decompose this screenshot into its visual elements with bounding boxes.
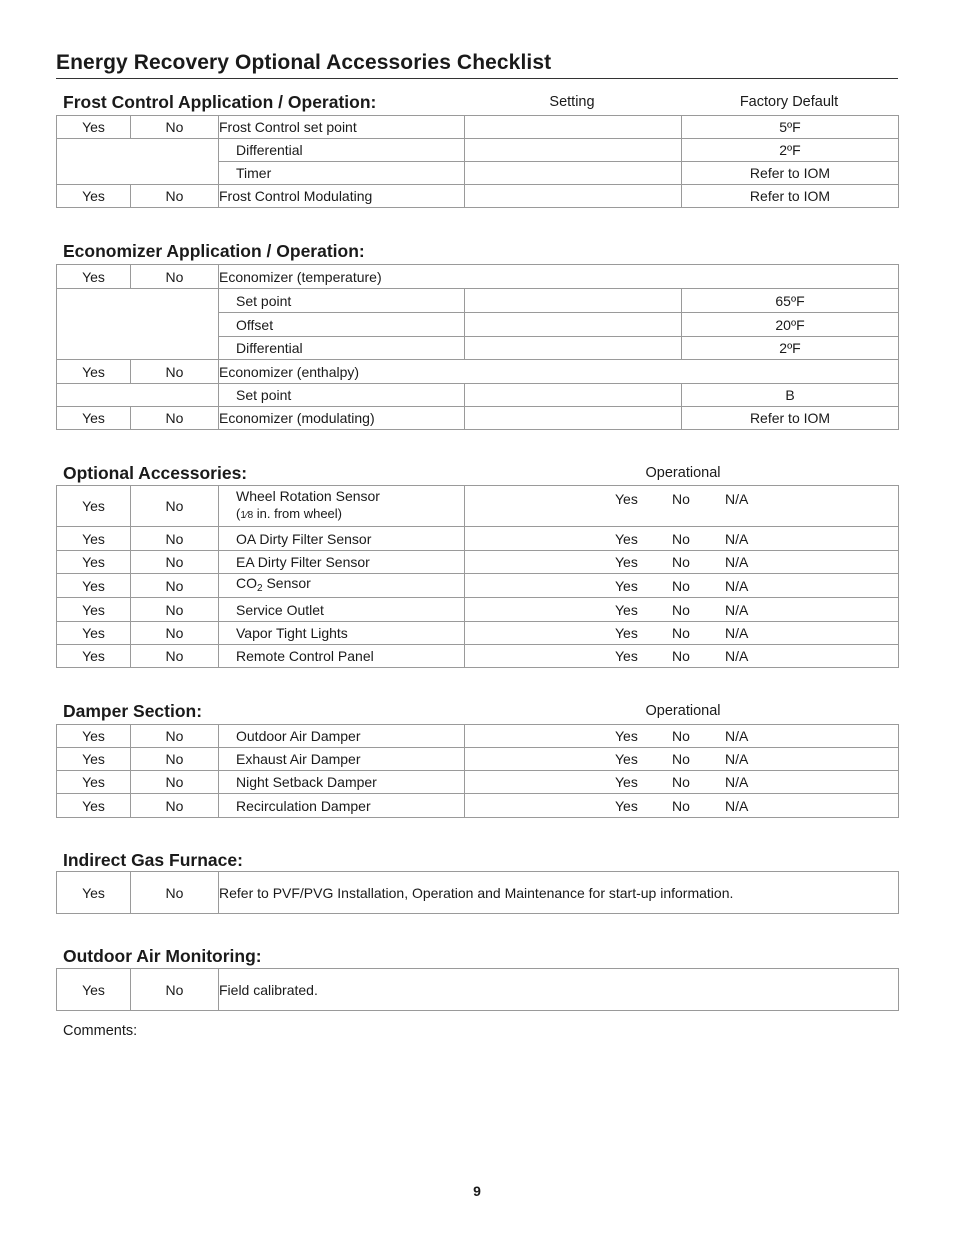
row-label: Outdoor Air Damper — [219, 725, 465, 748]
table-row — [57, 872, 899, 914]
row-label: Frost Control Modulating — [219, 185, 465, 208]
setting-field[interactable] — [465, 337, 682, 360]
operational-na-option[interactable]: N/A — [725, 797, 749, 814]
operational-yes-option[interactable]: Yes — [615, 554, 638, 570]
operational-no-option[interactable]: No — [672, 625, 690, 641]
yes-option[interactable]: Yes — [57, 527, 131, 551]
operational-na-option[interactable]: N/A — [725, 577, 749, 594]
table-row — [57, 384, 899, 407]
table-row — [57, 969, 899, 1011]
page-number: 9 — [473, 1183, 481, 1199]
setting-field[interactable] — [465, 313, 682, 337]
operational-na-option[interactable]: N/A — [725, 491, 749, 507]
setting-column-header: Setting — [549, 94, 595, 110]
operational-column-header: Operational — [645, 703, 721, 719]
oa-monitoring-table — [56, 968, 899, 1011]
factory-default-value: 2ºF — [682, 337, 899, 360]
operational-no-option[interactable]: No — [672, 648, 690, 664]
yes-option[interactable]: Yes — [57, 598, 131, 622]
frost-control-table — [56, 115, 899, 208]
table-row — [57, 360, 899, 384]
operational-options — [465, 574, 899, 598]
no-option[interactable]: No — [131, 116, 219, 139]
table-row — [57, 116, 899, 139]
operational-no-option[interactable]: No — [672, 774, 690, 790]
operational-na-option[interactable]: N/A — [725, 751, 749, 767]
factory-default-column-header: Factory Default — [739, 94, 839, 110]
table-row — [57, 407, 899, 430]
no-option[interactable]: No — [131, 598, 219, 622]
no-option[interactable]: No — [131, 486, 219, 527]
operational-no-option[interactable]: No — [672, 491, 690, 507]
no-option[interactable]: No — [131, 969, 219, 1011]
yes-option[interactable]: Yes — [57, 622, 131, 645]
table-row — [57, 486, 899, 527]
operational-na-option[interactable]: N/A — [725, 554, 749, 570]
operational-na-option[interactable]: N/A — [725, 728, 749, 744]
operational-options — [465, 622, 899, 645]
yes-option[interactable]: Yes — [57, 969, 131, 1011]
row-label: Remote Control Panel — [219, 645, 465, 668]
economizer-table — [56, 264, 899, 430]
no-option[interactable]: No — [131, 645, 219, 668]
operational-no-option[interactable]: No — [672, 601, 690, 618]
operational-no-option[interactable]: No — [672, 751, 690, 767]
factory-default-value: 65ºF — [682, 289, 899, 313]
operational-yes-option[interactable]: Yes — [615, 577, 638, 594]
wheel-sensor-label: Wheel Rotation Sensor — [236, 488, 380, 504]
table-row — [57, 551, 899, 574]
setting-field[interactable] — [465, 139, 682, 162]
row-label: Economizer (modulating) — [219, 407, 465, 430]
blank-cell — [57, 139, 219, 185]
yes-option[interactable]: Yes — [57, 360, 131, 384]
damper-table — [56, 724, 899, 818]
table-row — [57, 139, 899, 162]
furnace-note: Refer to PVF/PVG Installation, Operation and Maintenance for start-up information. — [219, 872, 899, 914]
operational-na-option[interactable]: N/A — [725, 774, 749, 790]
no-option[interactable]: No — [131, 407, 219, 430]
table-row — [57, 289, 899, 313]
row-label: EA Dirty Filter Sensor — [219, 551, 465, 574]
operational-yes-option[interactable]: Yes — [615, 797, 638, 814]
page-title: Energy Recovery Optional Accessories Checklist — [56, 50, 898, 79]
damper-section-title: Damper Section: — [63, 701, 203, 721]
factory-default-value: Refer to IOM — [682, 407, 899, 430]
table-row — [57, 645, 899, 668]
operational-na-option[interactable]: N/A — [725, 530, 749, 547]
row-label: Set point — [219, 384, 465, 407]
table-row — [57, 771, 899, 794]
factory-default-value: Refer to IOM — [682, 162, 899, 185]
table-row — [57, 527, 899, 551]
table-row — [57, 574, 899, 598]
frost-section-title: Frost Control Application / Operation: — [63, 92, 377, 112]
operational-options — [465, 527, 899, 551]
yes-option[interactable]: Yes — [57, 486, 131, 527]
operational-no-option[interactable]: No — [672, 530, 690, 547]
comments-label: Comments: — [63, 1023, 138, 1039]
yes-option[interactable]: Yes — [57, 794, 131, 818]
operational-options — [465, 551, 899, 574]
setting-field[interactable] — [465, 162, 682, 185]
operational-options — [465, 748, 899, 771]
accessories-table — [56, 485, 899, 668]
operational-yes-option[interactable]: Yes — [615, 530, 638, 547]
operational-na-option[interactable]: N/A — [725, 648, 749, 664]
no-option[interactable]: No — [131, 872, 219, 914]
blank-cell — [57, 289, 219, 360]
no-option[interactable]: No — [131, 574, 219, 598]
row-label: Night Setback Damper — [219, 771, 465, 794]
accessories-section-title: Optional Accessories: — [63, 463, 248, 483]
operational-options — [465, 645, 899, 668]
yes-option[interactable]: Yes — [57, 407, 131, 430]
row-label: Exhaust Air Damper — [219, 748, 465, 771]
yes-option[interactable]: Yes — [57, 265, 131, 289]
furnace-section-title: Indirect Gas Furnace: — [63, 850, 243, 870]
setting-field[interactable] — [465, 116, 682, 139]
no-option[interactable]: No — [131, 794, 219, 818]
setting-field[interactable] — [465, 384, 682, 407]
table-row — [57, 265, 899, 289]
row-label: Recirculation Damper — [219, 794, 465, 818]
operational-options — [465, 725, 899, 748]
operational-no-option[interactable]: No — [672, 728, 690, 744]
setting-field[interactable] — [465, 407, 682, 430]
row-label: Economizer (temperature) — [219, 265, 899, 289]
no-option[interactable]: No — [131, 771, 219, 794]
row-label: Differential — [219, 337, 465, 360]
no-option[interactable]: No — [131, 725, 219, 748]
operational-options — [465, 598, 899, 622]
table-row — [57, 622, 899, 645]
row-label: OA Dirty Filter Sensor — [219, 527, 465, 551]
oa-monitoring-note: Field calibrated. — [219, 969, 899, 1011]
row-label: Offset — [219, 313, 465, 337]
operational-no-option[interactable]: No — [672, 577, 690, 594]
factory-default-value: 20ºF — [682, 313, 899, 337]
factory-default-value: B — [682, 384, 899, 407]
operational-options — [465, 486, 899, 527]
operational-no-option[interactable]: No — [672, 554, 690, 570]
factory-default-value: Refer to IOM — [682, 185, 899, 208]
factory-default-value: 2ºF — [682, 139, 899, 162]
operational-na-option[interactable]: N/A — [725, 601, 749, 618]
operational-yes-option[interactable]: Yes — [615, 728, 638, 744]
yes-option[interactable]: Yes — [57, 116, 131, 139]
table-row — [57, 794, 899, 818]
row-label: $CO_2$ Sensor — [219, 574, 465, 598]
table-row — [57, 748, 899, 771]
operational-options — [465, 771, 899, 794]
no-option[interactable]: No — [131, 551, 219, 574]
oa-monitoring-section-title: Outdoor Air Monitoring: — [63, 946, 262, 966]
table-row — [57, 725, 899, 748]
table-row — [57, 185, 899, 208]
setting-field[interactable] — [465, 289, 682, 313]
blank-cell — [57, 384, 219, 407]
setting-field[interactable] — [465, 185, 682, 208]
no-option[interactable]: No — [131, 748, 219, 771]
operational-yes-option[interactable]: Yes — [615, 491, 638, 507]
yes-option[interactable]: Yes — [57, 551, 131, 574]
row-label: Frost Control set point — [219, 116, 465, 139]
yes-option[interactable]: Yes — [57, 872, 131, 914]
yes-option[interactable]: Yes — [57, 574, 131, 598]
furnace-table — [56, 871, 899, 914]
operational-yes-option[interactable]: Yes — [615, 625, 638, 641]
yes-option[interactable]: Yes — [57, 748, 131, 771]
operational-yes-option[interactable]: Yes — [615, 751, 638, 767]
operational-column-header: Operational — [645, 465, 721, 481]
operational-na-option[interactable]: N/A — [725, 625, 749, 641]
row-label: Differential — [219, 139, 465, 162]
no-option[interactable]: No — [131, 622, 219, 645]
operational-yes-option[interactable]: Yes — [615, 774, 638, 790]
wheel-sensor-note: (1⁄8 in. from wheel) — [236, 506, 343, 521]
operational-options — [465, 794, 899, 818]
no-option[interactable]: No — [131, 360, 219, 384]
yes-option[interactable]: Yes — [57, 645, 131, 668]
row-label: Service Outlet — [219, 598, 465, 622]
no-option[interactable]: No — [131, 527, 219, 551]
operational-yes-option[interactable]: Yes — [615, 601, 638, 618]
no-option[interactable]: No — [131, 185, 219, 208]
row-label: Set point — [219, 289, 465, 313]
factory-default-value: 5ºF — [682, 116, 899, 139]
table-row — [57, 598, 899, 622]
row-label: Vapor Tight Lights — [219, 622, 465, 645]
operational-no-option[interactable]: No — [672, 797, 690, 814]
yes-option[interactable]: Yes — [57, 771, 131, 794]
yes-option[interactable]: Yes — [57, 725, 131, 748]
row-label: Timer — [219, 162, 465, 185]
row-label — [219, 486, 465, 527]
economizer-section-title: Economizer Application / Operation: — [63, 241, 365, 261]
operational-yes-option[interactable]: Yes — [615, 648, 638, 664]
yes-option[interactable]: Yes — [57, 185, 131, 208]
no-option[interactable]: No — [131, 265, 219, 289]
row-label: Economizer (enthalpy) — [219, 360, 899, 384]
